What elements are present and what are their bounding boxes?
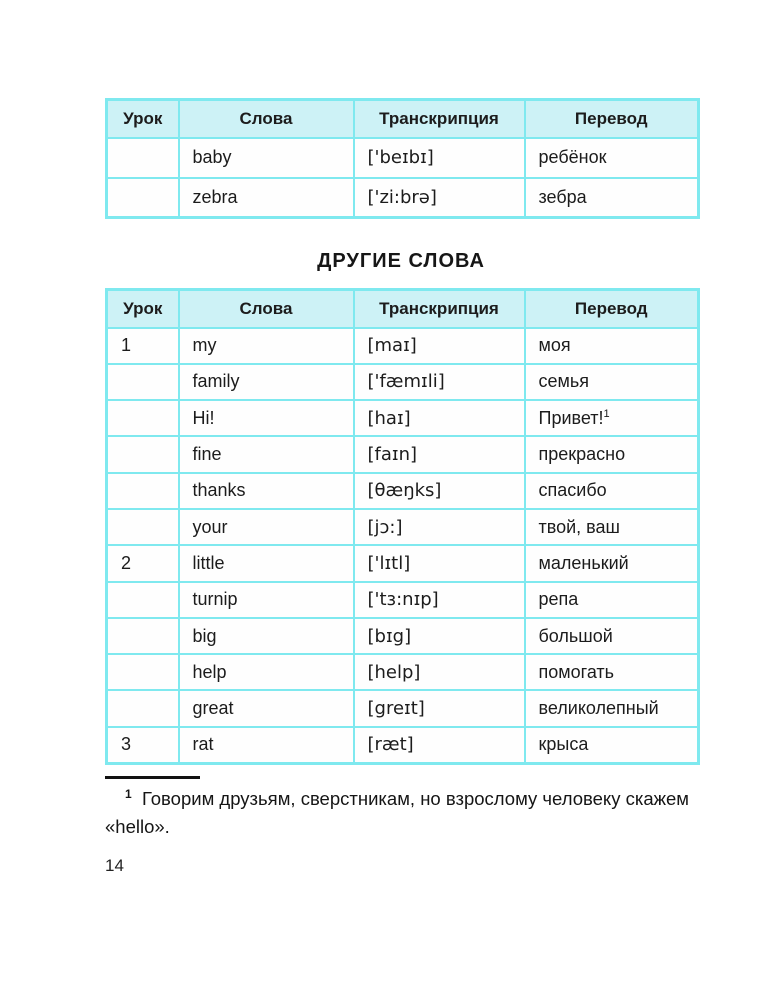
lesson-cell bbox=[107, 690, 179, 726]
translation-cell bbox=[525, 545, 699, 581]
table-header-row bbox=[107, 100, 699, 138]
page-content bbox=[105, 0, 697, 876]
lesson-cell bbox=[107, 654, 179, 690]
column-header-transcription: Транскрипция bbox=[354, 290, 525, 328]
table-row bbox=[107, 545, 699, 581]
table-row bbox=[107, 509, 699, 545]
table-row bbox=[107, 690, 699, 726]
table-row bbox=[107, 364, 699, 400]
lesson-cell bbox=[107, 618, 179, 654]
translation-cell bbox=[525, 618, 699, 654]
lesson-cell bbox=[107, 509, 179, 545]
transcription-cell: ['beɪbɪ] bbox=[354, 138, 525, 178]
column-header-word: Слова bbox=[179, 100, 354, 138]
transcription-cell: ['lɪtl] bbox=[354, 545, 525, 581]
translation-cell bbox=[525, 364, 699, 400]
footnote-ref: 1 bbox=[603, 407, 610, 420]
lesson-cell bbox=[107, 436, 179, 472]
word-cell: little bbox=[179, 545, 354, 581]
translation-cell bbox=[525, 138, 699, 178]
translation-text: ребёнок bbox=[538, 147, 607, 167]
translation-text: зебра bbox=[538, 186, 587, 207]
word-cell: turnip bbox=[179, 582, 354, 618]
table-row bbox=[107, 618, 699, 654]
translation-text: большой bbox=[538, 625, 613, 646]
table-row bbox=[107, 727, 699, 763]
table-row bbox=[107, 178, 699, 218]
transcription-cell: ['fæmɪli] bbox=[354, 364, 525, 400]
lesson-cell bbox=[107, 138, 179, 178]
footnote bbox=[105, 785, 697, 842]
lesson-cell: 2 bbox=[107, 545, 179, 581]
translation-text: великолепный bbox=[538, 698, 659, 719]
footnote-line2: «hello». bbox=[105, 816, 170, 838]
word-cell: family bbox=[179, 364, 354, 400]
column-header-translation: Перевод bbox=[525, 100, 699, 138]
translation-text: моя bbox=[538, 335, 571, 356]
column-header-translation: Перевод bbox=[525, 290, 699, 328]
transcription-cell: [faɪn] bbox=[354, 436, 525, 472]
column-header-transcription: Транскрипция bbox=[354, 100, 525, 138]
word-cell: thanks bbox=[179, 473, 354, 509]
table-row bbox=[107, 328, 699, 364]
word-cell: help bbox=[179, 654, 354, 690]
vocab-table-other-words bbox=[105, 288, 700, 765]
table-row bbox=[107, 138, 699, 178]
word-cell: your bbox=[179, 509, 354, 545]
table-row bbox=[107, 473, 699, 509]
translation-text: твой, ваш bbox=[538, 516, 620, 537]
footnote-marker: 1 bbox=[125, 786, 132, 801]
word-cell: rat bbox=[179, 727, 354, 763]
translation-cell bbox=[525, 727, 699, 763]
lesson-cell bbox=[107, 473, 179, 509]
word-cell: fine bbox=[179, 436, 354, 472]
transcription-cell: [θæŋks] bbox=[354, 473, 525, 509]
transcription-cell: ['zi:brə] bbox=[354, 178, 525, 218]
translation-cell bbox=[525, 436, 699, 472]
word-cell: Hi! bbox=[179, 400, 354, 436]
footnote-line1 bbox=[105, 785, 697, 814]
lesson-cell bbox=[107, 178, 179, 218]
transcription-cell: [maɪ] bbox=[354, 328, 525, 364]
lesson-cell: 1 bbox=[107, 328, 179, 364]
translation-text: Привет! bbox=[538, 407, 604, 428]
table-row bbox=[107, 400, 699, 436]
lesson-cell bbox=[107, 364, 179, 400]
footnote-rule bbox=[105, 776, 200, 779]
translation-cell bbox=[525, 582, 699, 618]
column-header-lesson: Урок bbox=[107, 290, 179, 328]
translation-cell bbox=[525, 473, 699, 509]
transcription-cell: [help] bbox=[354, 654, 525, 690]
translation-text: репа bbox=[538, 589, 579, 610]
word-cell: my bbox=[179, 328, 354, 364]
translation-cell bbox=[525, 654, 699, 690]
word-cell: great bbox=[179, 690, 354, 726]
translation-text: прекрасно bbox=[538, 444, 626, 465]
footnote-text: Говорим друзьям, сверстникам, но взрослому человеку скажем bbox=[141, 787, 690, 809]
transcription-cell: [haɪ] bbox=[354, 400, 525, 436]
translation-cell bbox=[525, 690, 699, 726]
column-header-word: Слова bbox=[179, 290, 354, 328]
translation-text: маленький bbox=[538, 552, 629, 573]
translation-cell bbox=[525, 328, 699, 364]
translation-text: помогать bbox=[538, 661, 615, 682]
translation-text: спасибо bbox=[538, 480, 607, 501]
table-row bbox=[107, 654, 699, 690]
translation-text: семья bbox=[538, 371, 590, 392]
lesson-cell: 3 bbox=[107, 727, 179, 763]
transcription-cell: [bɪg] bbox=[354, 618, 525, 654]
word-cell: zebra bbox=[179, 178, 354, 218]
table-header-row bbox=[107, 290, 699, 328]
transcription-cell: [greɪt] bbox=[354, 690, 525, 726]
vocab-table-animals bbox=[105, 98, 700, 219]
translation-cell bbox=[525, 178, 699, 218]
translation-text: крыса bbox=[538, 734, 589, 755]
section-heading: ДРУГИЕ СЛОВА bbox=[317, 250, 485, 272]
translation-cell bbox=[525, 509, 699, 545]
transcription-cell: [jɔ:] bbox=[354, 509, 525, 545]
transcription-cell: [ræt] bbox=[354, 727, 525, 763]
column-header-lesson: Урок bbox=[107, 100, 179, 138]
lesson-cell bbox=[107, 400, 179, 436]
lesson-cell bbox=[107, 582, 179, 618]
transcription-cell: ['tɜ:nɪp] bbox=[354, 582, 525, 618]
table-row bbox=[107, 436, 699, 472]
table-row bbox=[107, 582, 699, 618]
translation-cell bbox=[525, 400, 699, 436]
word-cell: baby bbox=[179, 138, 354, 178]
page-number: 14 bbox=[105, 855, 124, 875]
word-cell: big bbox=[179, 618, 354, 654]
